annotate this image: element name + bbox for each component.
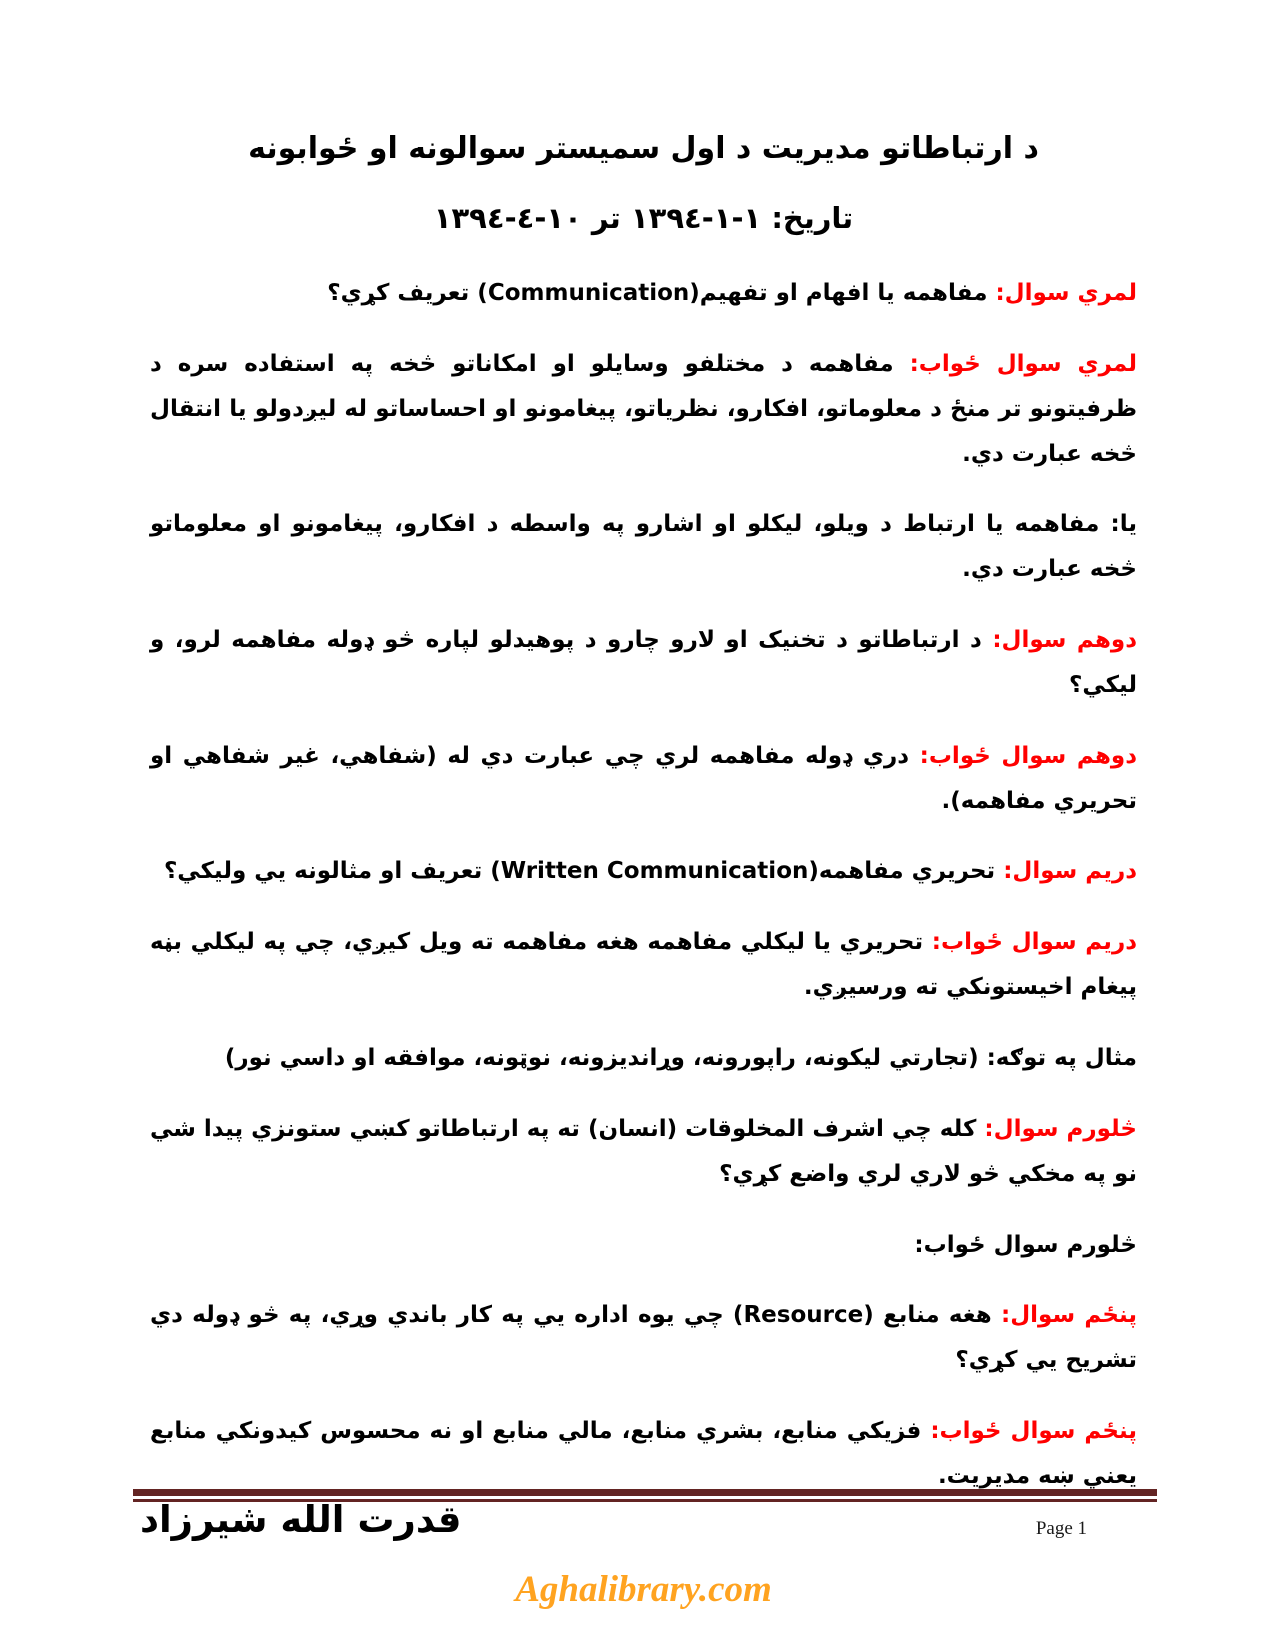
paragraph-text: کله چي اشرف المخلوقات (انسان) ته په ارتباطاتو کښي ستونزي پیدا شي نو په مخکي څو لاري لري واضع کړي؟ <box>150 1115 1137 1187</box>
paragraph-text: څلورم سوال ځواب: <box>914 1231 1137 1258</box>
question-label: دوهم سوال ځواب: <box>909 742 1137 769</box>
question-4 <box>150 1107 1137 1197</box>
question-label: دریم سوال: <box>995 858 1137 885</box>
site-watermark: Aghalibrary.com <box>515 1569 772 1610</box>
question-label: دریم سوال ځواب: <box>923 929 1137 956</box>
paragraph-text: دري ډوله مفاهمه لري چي عبارت دي له (شفاهي، غیر شفاهي او تحریري مفاهمه). <box>150 742 1137 814</box>
paragraph-text: د ارتباطاتو د تخنیک او لارو چارو د پوهیدلو لپاره څو ډوله مفاهمه لرو، و لیکي؟ <box>150 627 1137 698</box>
question-label: دوهم سوال: <box>981 627 1137 654</box>
question-label: پنځم سوال ځواب: <box>921 1418 1137 1445</box>
question-label: څلورم سوال: <box>976 1115 1137 1142</box>
page-number: Page 1 <box>1035 1518 1087 1539</box>
answer-3 <box>150 920 1137 1010</box>
page-title: د ارتباطاتو مدیریت د اول سمیستر سوالونه او ځوابونه <box>248 131 1039 166</box>
document-content <box>150 126 1137 1525</box>
answer-1 <box>150 342 1137 477</box>
question-3 <box>150 849 1137 894</box>
question-2 <box>150 618 1137 708</box>
question-label: پنځم سوال: <box>991 1302 1137 1329</box>
answer-3-example <box>150 1036 1137 1081</box>
date-line: تاریخ: ١-١-١٣٩٤ تر ١٠-٤-١٣٩٤ <box>433 201 854 235</box>
question-1 <box>150 271 1137 316</box>
question-label: لمري سوال ځواب: <box>893 350 1137 377</box>
paragraph-text: تحریري یا لیکلي مفاهمه هغه مفاهمه ته ویل کیږي، چي په لیکلي بڼه پیغام اخیستونکي ته ورسیږي. <box>150 929 1137 1001</box>
paragraph-text: هغه منابع (Resource) چي یوه اداره یي په کار باندي وړي، په څو ډوله دي تشریح یي کړي؟ <box>150 1302 1137 1374</box>
paragraph-text: مفاهمه یا افهام او تفهیم(Communication) تعریف کړي؟ <box>327 280 988 306</box>
paragraph-text: فزیکي منابع، بشري منابع، مالي منابع او نه محسوس کیدونکي منابع یعني ښه مدیریت. <box>150 1418 1137 1489</box>
answer-1-alt <box>150 502 1137 592</box>
qa-list <box>150 271 1137 1499</box>
answer-2 <box>150 734 1137 824</box>
paragraph-text: مثال په توګه: (تجارتي لیکونه، راپورونه، وړاندیزونه، نوټونه، موافقه او داسي نور) <box>224 1044 1137 1071</box>
author-name: قدرت الله شیرزاد <box>140 1498 462 1541</box>
question-label: لمري سوال: <box>987 280 1137 306</box>
paragraph-text: تحریري مفاهمه(Written Communication) تعریف او مثالونه یي ولیکي؟ <box>163 858 996 885</box>
answer-4 <box>150 1223 1137 1268</box>
question-5 <box>150 1293 1137 1383</box>
paragraph-text: مفاهمه د مختلفو وسایلو او امکاناتو څخه په استفاده سره د ظرفیتونو تر منځ د معلوماتو، افکارو، نظریاتو، پیغامونو او احساساتو له لیږدولو یا انتقال څخه عبارت دي. <box>150 350 1137 467</box>
answer-5 <box>150 1409 1137 1499</box>
paragraph-text: یا: مفاهمه یا ارتباط د ویلو، لیکلو او اشارو په واسطه د افکارو، پیغامونو او معلوماتو څخه عبارت دي. <box>150 511 1137 583</box>
